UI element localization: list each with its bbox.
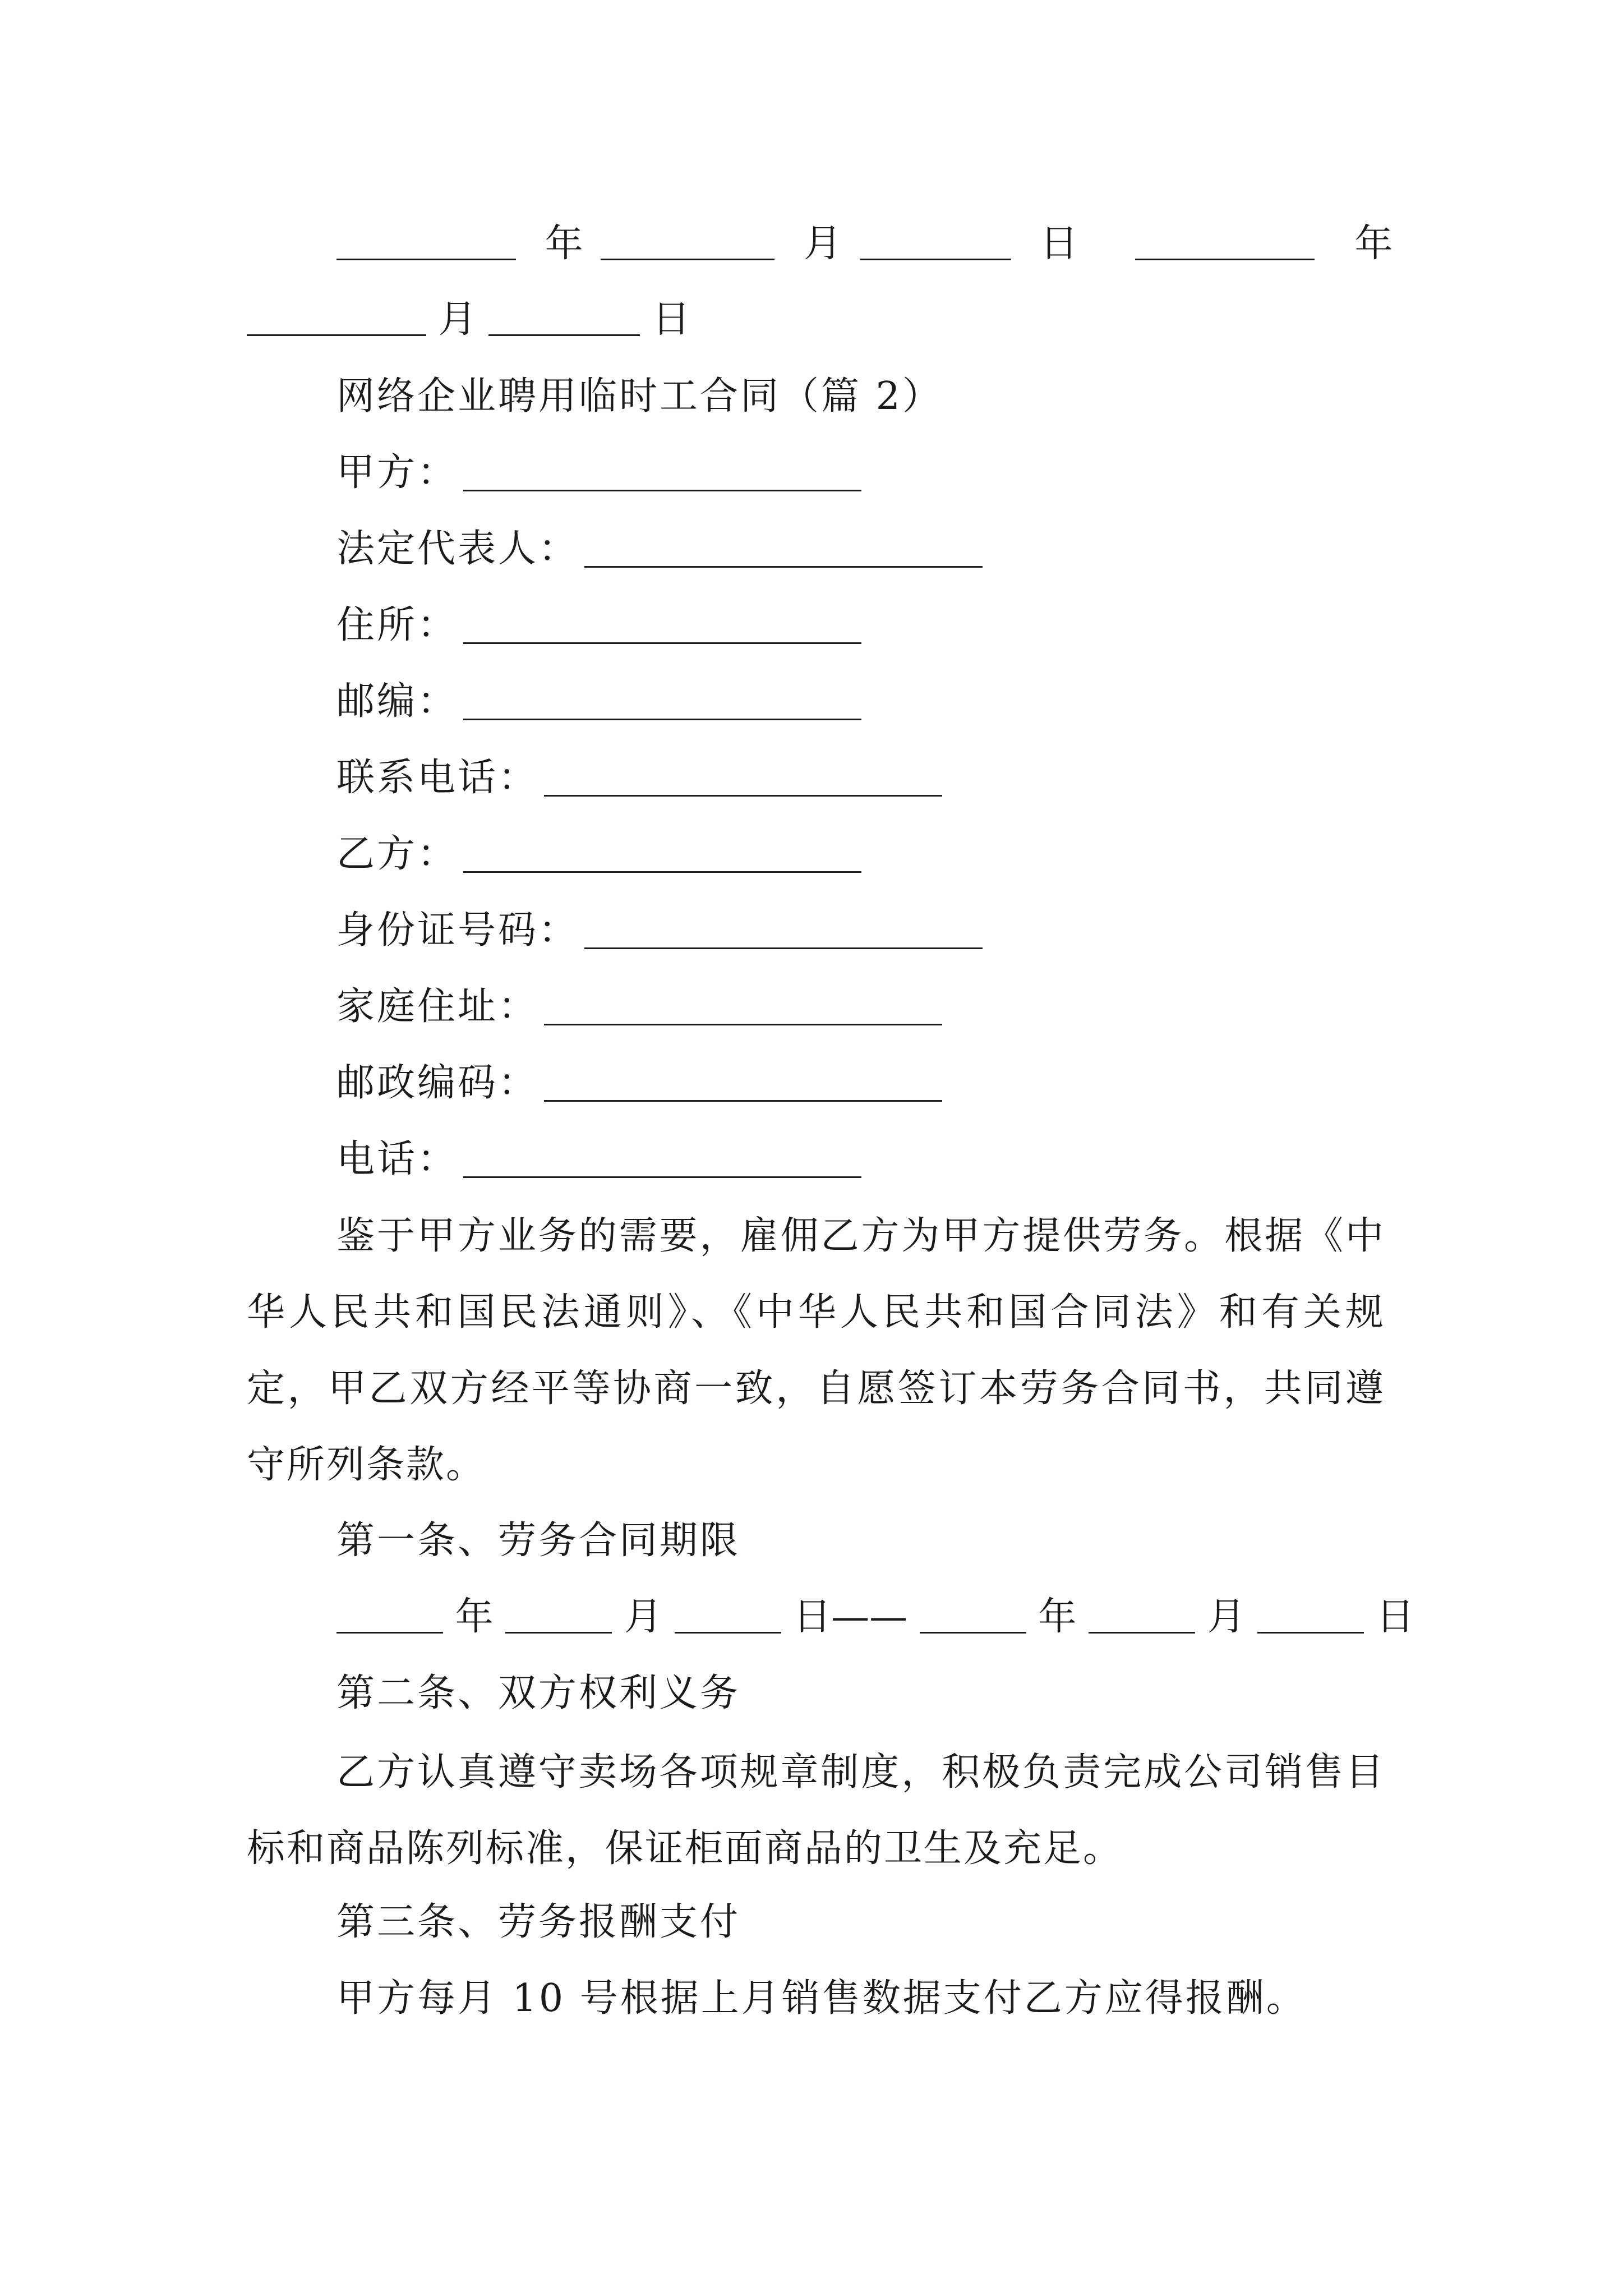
party-a-name-row bbox=[336, 448, 1469, 498]
contract-title: 网络企业聘用临时工合同（篇 2） bbox=[336, 374, 943, 418]
party-b-phone-row bbox=[336, 1134, 1469, 1185]
day-label-2: 日 bbox=[652, 297, 690, 342]
month-label-2: 月 bbox=[438, 297, 477, 342]
field-label: 法定代表人： bbox=[336, 527, 579, 571]
preamble-paragraph: 鉴于甲方业务的需要，雇佣乙方为甲方提供劳务。根据《中华人民共和国民法通则》、《中华人民共和国合同法》和有关规定，甲乙双方经平等协商一致，自愿签订本劳务合同书，共同遵守所列条款。 bbox=[247, 1214, 1385, 1487]
article-3-body: 甲方每月 10 号根据上月销售数据支付乙方应得报酬。 bbox=[336, 1976, 1307, 2021]
field-label: 乙方： bbox=[336, 832, 458, 876]
party-a-rep-blank[interactable] bbox=[584, 527, 983, 568]
day-blank bbox=[860, 219, 1011, 260]
party-a-phone-row bbox=[336, 753, 1469, 803]
party-a-phone-blank[interactable] bbox=[544, 756, 942, 797]
start-month-blank bbox=[505, 1593, 612, 1634]
party-b-home-row bbox=[336, 982, 1469, 1032]
sign-date-line-1 bbox=[336, 219, 1393, 269]
party-a-name-blank[interactable] bbox=[463, 450, 861, 491]
start-year-blank bbox=[336, 1593, 443, 1634]
party-b-postcode-blank[interactable] bbox=[544, 1061, 942, 1102]
field-label: 住所： bbox=[336, 603, 458, 647]
end-year-label: 年 bbox=[1038, 1595, 1077, 1639]
day-label: 日 bbox=[1040, 222, 1078, 266]
day-blank-2 bbox=[488, 295, 640, 336]
end-month-label: 月 bbox=[1207, 1595, 1246, 1639]
party-b-phone-blank[interactable] bbox=[463, 1137, 861, 1178]
month-blank bbox=[601, 219, 774, 260]
field-label: 邮编： bbox=[336, 679, 458, 724]
party-a-rep-row bbox=[336, 524, 1469, 574]
contract-period-row bbox=[336, 1592, 1414, 1642]
party-a-postcode-blank[interactable] bbox=[463, 679, 861, 720]
end-day-blank bbox=[1257, 1593, 1364, 1634]
year-label-2: 年 bbox=[1354, 222, 1393, 266]
year-blank bbox=[336, 219, 516, 260]
party-b-postcode-row bbox=[336, 1058, 1469, 1108]
party-b-name-blank[interactable] bbox=[463, 832, 861, 873]
end-year-blank bbox=[920, 1593, 1026, 1634]
party-a-postcode-row bbox=[336, 677, 1469, 727]
sign-date-line-2 bbox=[247, 295, 690, 345]
article-1-heading: 第一条、劳务合同期限 bbox=[336, 1519, 741, 1563]
field-label: 联系电话： bbox=[336, 756, 539, 800]
party-b-name-row bbox=[336, 829, 1469, 880]
end-day-label: 日 bbox=[1376, 1595, 1414, 1639]
field-label: 邮政编码： bbox=[336, 1061, 539, 1105]
start-day-label: 日—— bbox=[793, 1595, 908, 1639]
month-label: 月 bbox=[803, 222, 842, 266]
field-label: 身份证号码： bbox=[336, 908, 579, 953]
end-month-blank bbox=[1089, 1593, 1195, 1634]
year-label: 年 bbox=[545, 222, 583, 266]
start-year-label: 年 bbox=[455, 1595, 494, 1639]
article-2-heading: 第二条、双方权利义务 bbox=[336, 1671, 741, 1715]
article-2-body: 乙方认真遵守卖场各项规章制度，积极负责完成公司销售目标和商品陈列标准，保证柜面商品的卫生及充足。 bbox=[247, 1750, 1385, 1871]
party-b-id-blank[interactable] bbox=[584, 908, 983, 949]
party-b-home-blank[interactable] bbox=[544, 984, 942, 1025]
field-label: 家庭住址： bbox=[336, 984, 539, 1029]
month-blank-2 bbox=[247, 295, 426, 336]
start-day-blank bbox=[675, 1593, 781, 1634]
party-a-address-blank[interactable] bbox=[463, 603, 861, 644]
party-a-address-row bbox=[336, 600, 1469, 651]
field-label: 甲方： bbox=[336, 450, 458, 495]
start-month-label: 月 bbox=[624, 1595, 662, 1639]
field-label: 电话： bbox=[336, 1137, 458, 1181]
year-blank-2 bbox=[1135, 219, 1315, 260]
article-3-heading: 第三条、劳务报酬支付 bbox=[336, 1900, 741, 1944]
party-b-id-row bbox=[336, 905, 1469, 956]
